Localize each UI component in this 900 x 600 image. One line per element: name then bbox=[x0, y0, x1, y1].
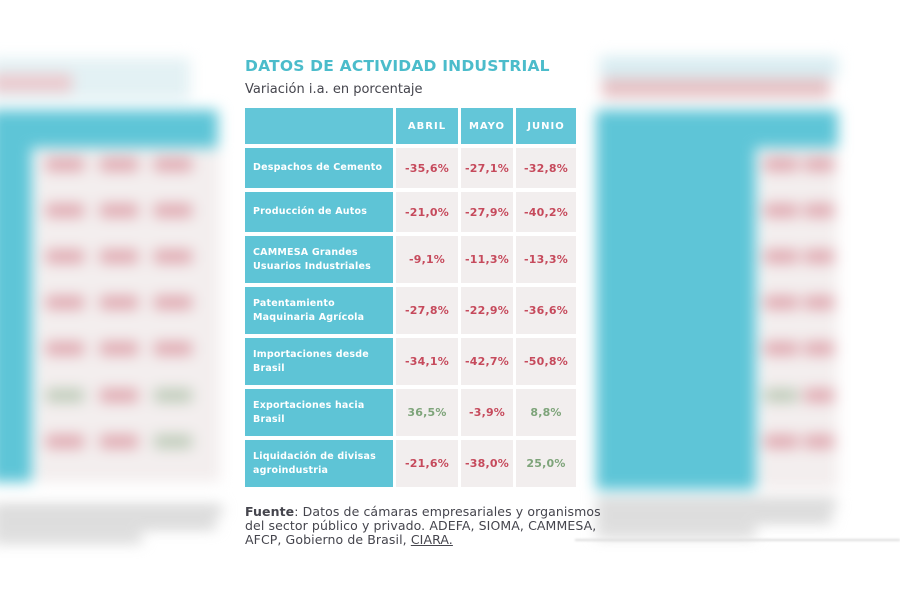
value-cell: -27,9% bbox=[461, 192, 513, 232]
blur-shape bbox=[804, 296, 834, 309]
value-cell: -42,7% bbox=[461, 338, 513, 385]
blur-shape bbox=[764, 342, 798, 355]
blur-shape bbox=[154, 435, 192, 448]
page-title: DATOS DE ACTIVIDAD INDUSTRIAL bbox=[245, 57, 550, 75]
blur-shape bbox=[46, 296, 84, 309]
value-cell: -9,1% bbox=[396, 236, 458, 283]
blur-shape bbox=[46, 250, 84, 263]
blur-shape bbox=[804, 158, 834, 171]
blur-shape bbox=[804, 250, 834, 263]
blur-shape bbox=[596, 528, 756, 536]
ciara-link[interactable]: CIARA. bbox=[410, 531, 453, 547]
value-cell: -38,0% bbox=[461, 440, 513, 487]
blur-shape bbox=[804, 342, 834, 355]
divider-line bbox=[575, 539, 900, 541]
blur-shape bbox=[154, 158, 192, 171]
row-label: Exportaciones hacia Brasil bbox=[245, 389, 393, 436]
value-cell: 25,0% bbox=[516, 440, 576, 487]
value-cell: -40,2% bbox=[516, 192, 576, 232]
blur-shape bbox=[0, 110, 32, 482]
blur-shape bbox=[46, 389, 84, 402]
blur-shape bbox=[46, 435, 84, 448]
blur-shape bbox=[0, 534, 142, 542]
value-cell: -34,1% bbox=[396, 338, 458, 385]
blur-shape bbox=[36, 150, 220, 482]
value-cell: -11,3% bbox=[461, 236, 513, 283]
blur-shape bbox=[596, 514, 832, 522]
blur-shape bbox=[596, 500, 836, 508]
source-label: Fuente bbox=[245, 504, 295, 519]
corner-cell bbox=[245, 108, 393, 144]
blur-shape bbox=[764, 250, 798, 263]
column-header-abril: ABRIL bbox=[396, 108, 458, 144]
value-cell: -21,0% bbox=[396, 192, 458, 232]
infographic-panel bbox=[245, 57, 605, 546]
source-separator: : bbox=[294, 504, 303, 519]
blur-shape bbox=[100, 435, 138, 448]
blur-shape bbox=[100, 296, 138, 309]
column-header-mayo: MAYO bbox=[461, 108, 513, 144]
blur-shape bbox=[154, 204, 192, 217]
blur-shape bbox=[0, 74, 72, 92]
blur-shape bbox=[764, 204, 798, 217]
value-cell: -13,3% bbox=[516, 236, 576, 283]
blur-shape bbox=[100, 389, 138, 402]
column-header-junio: JUNIO bbox=[516, 108, 576, 144]
blur-shape bbox=[596, 110, 756, 490]
value-cell: -27,8% bbox=[396, 287, 458, 334]
blur-shape bbox=[764, 435, 798, 448]
row-label: Importaciones desde Brasil bbox=[245, 338, 393, 385]
value-cell: -27,1% bbox=[461, 148, 513, 188]
blur-shape bbox=[100, 250, 138, 263]
value-cell: -21,6% bbox=[396, 440, 458, 487]
blurred-left-page bbox=[0, 48, 238, 548]
page-subtitle: Variación i.a. en porcentaje bbox=[245, 82, 423, 97]
blur-shape bbox=[100, 204, 138, 217]
value-cell: -22,9% bbox=[461, 287, 513, 334]
blur-shape bbox=[154, 296, 192, 309]
blur-shape bbox=[804, 204, 834, 217]
blur-shape bbox=[764, 296, 798, 309]
blur-shape bbox=[600, 56, 838, 78]
blur-shape bbox=[764, 389, 798, 402]
blur-shape bbox=[46, 342, 84, 355]
row-label: Liquidación de divisas agroindustria bbox=[245, 440, 393, 487]
value-cell: -32,8% bbox=[516, 148, 576, 188]
blur-shape bbox=[46, 204, 84, 217]
value-cell: -36,6% bbox=[516, 287, 576, 334]
blur-shape bbox=[804, 389, 834, 402]
row-label: CAMMESA Grandes Usuarios Industriales bbox=[245, 236, 393, 283]
value-cell: -35,6% bbox=[396, 148, 458, 188]
blur-shape bbox=[0, 110, 218, 148]
blurred-right-page bbox=[588, 48, 843, 548]
value-cell: 8,8% bbox=[516, 389, 576, 436]
blur-shape bbox=[154, 342, 192, 355]
row-label: Patentamiento Maquinaria Agrícola bbox=[245, 287, 393, 334]
blur-shape bbox=[154, 250, 192, 263]
value-cell: -3,9% bbox=[461, 389, 513, 436]
industrial-activity-table bbox=[245, 108, 576, 487]
blur-shape bbox=[0, 520, 216, 528]
source-note bbox=[245, 505, 603, 546]
value-cell: -50,8% bbox=[516, 338, 576, 385]
blur-shape bbox=[100, 342, 138, 355]
blur-shape bbox=[100, 158, 138, 171]
blur-shape bbox=[764, 158, 798, 171]
blur-shape bbox=[0, 506, 222, 514]
row-label: Despachos de Cemento bbox=[245, 148, 393, 188]
blur-shape bbox=[804, 435, 834, 448]
blur-shape bbox=[46, 158, 84, 171]
row-label: Producción de Autos bbox=[245, 192, 393, 232]
value-cell: 36,5% bbox=[396, 389, 458, 436]
blur-shape bbox=[602, 78, 830, 98]
source-text: Datos de cámaras empresariales y organismos del sector público y privado. ADEFA, SIOMA, CAMMESA, AFCP, Gobierno de Brasil, bbox=[245, 504, 601, 547]
blur-shape bbox=[154, 389, 192, 402]
